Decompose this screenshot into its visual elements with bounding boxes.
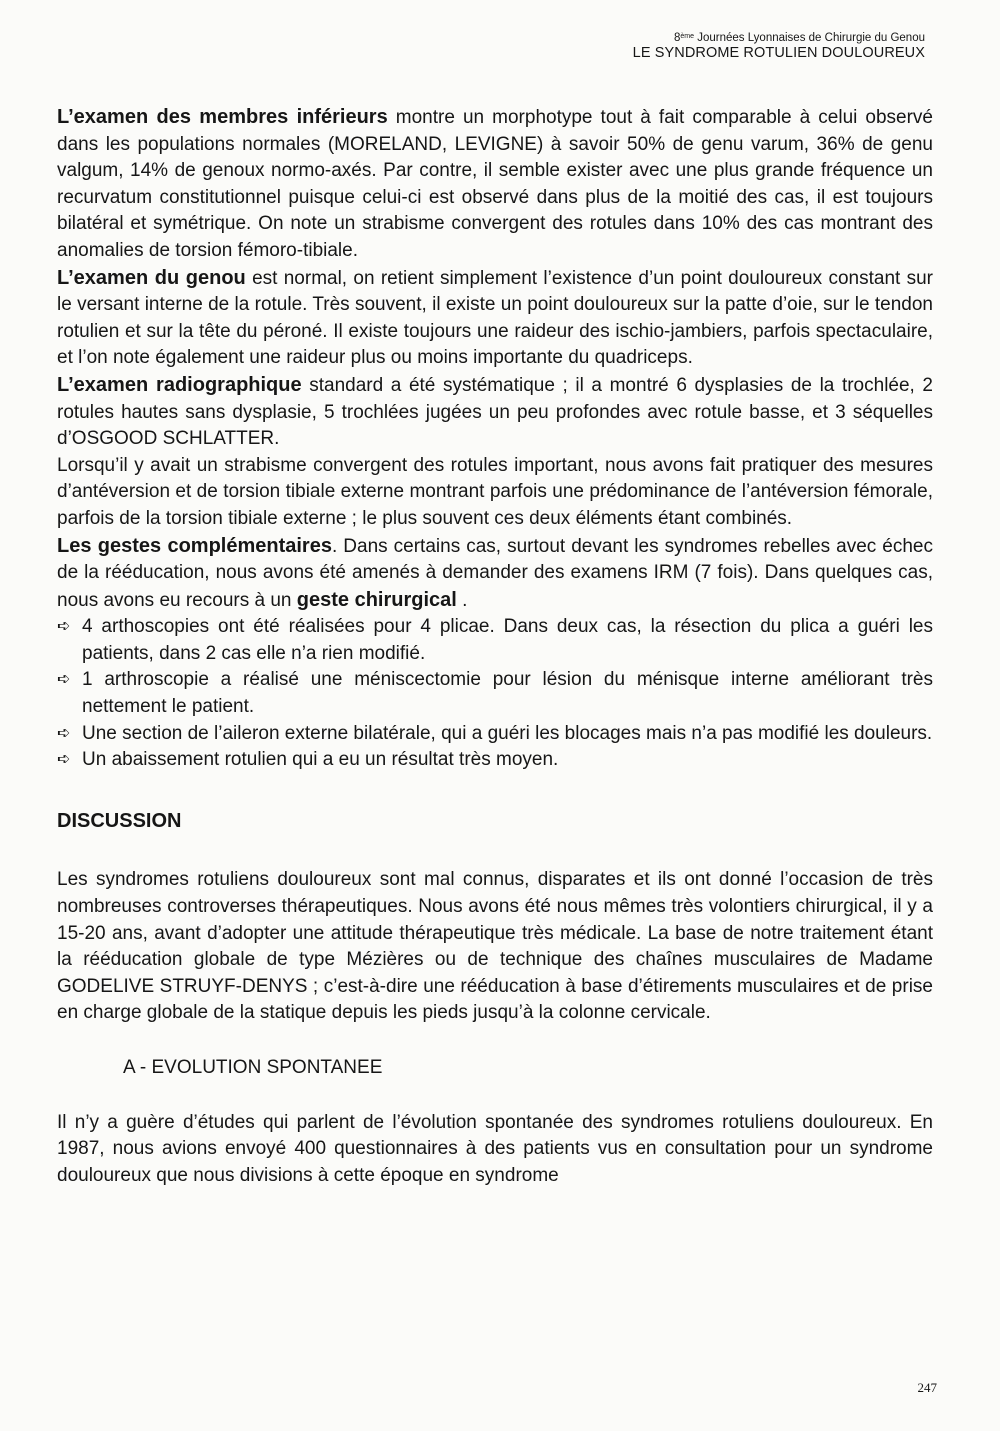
paragraph-lead: L’examen des membres inférieurs [57,106,388,128]
arrow-icon: ➪ [57,724,71,742]
list-item: ➪ 1 arthroscopie a réalisé une méniscectomie pour lésion du ménisque interne améliorant très nettement le patient. [57,667,933,720]
paragraph-genou: L’examen du genou est normal, on retient simplement l’existence d’un point douloureux constant sur le versant interne de la rotule. Très souvent, il existe un point douloureux sur la patte d’oie, sur le tendon rotulien et sur la tête du péroné. Il existe toujours une raideur des ischio-jambiers, parfois spectaculaire, et l’on note également une raideur plus ou moins importante du quadriceps. [57,266,934,369]
page-number: 247 [917,1380,937,1395]
list-item: ➪ Un abaissement rotulien qui a eu un résultat très moyen. [57,747,933,774]
paragraph-discussion: Les syndromes rotuliens douloureux sont mal connus, disparates et ils ont donné l’occasion de très nombreuses controverses thérapeutiques. Nous avons été nous mêmes très volontiers chirurgical, il y a 15-20 ans, avant d’adopter une attitude thérapeutique très médicale. La base de notre traitement étant la rééducation globale de type Mézières ou de technique des chaînes musculaires de Madame GODELIVE STRUYF-DENYS ; c’est-à-dire une rééducation à base d’étirements musculaires et de prise en charge globale de la statique depuis les pieds jusqu’à la colonne cervicale. [57,869,933,1024]
list-item: ➪ Une section de l’aileron externe bilatérale, qui a guéri les blocages mais n’a pas modifié les douleurs. [57,721,933,748]
arrow-icon: ➪ [57,671,71,689]
arrow-icon: ➪ [57,751,71,769]
paragraph-membres: L’examen des membres inférieurs montre un morphotype tout à fait comparable à celui observé dans les populations normales (MORELAND, LEVIGNE) à savoir 50% de genu varum, 36% de genu valgum, 14% de genoux normo-axés. Par contre, il semble exister avec une plus grande fréquence un recurvatum constitutionnel puisque celui-ci est observé dans plus de la moitié des cas, il est toujours bilatéral et symétrique. On note un strabisme convergent des rotules dans 10% des cas montrant des anomalies de torsion fémoro-tibiale. [57,106,934,261]
running-header [633,32,925,62]
paragraph-evolution: Il n’y a guère d’études qui parlent de l’évolution spontanée des syndromes rotuliens douloureux. En 1987, nous avions envoyé 400 questionnaires à des patients vus en consultation pour un syndrome douloureux que nous divisions à cette époque en syndrome [57,1111,933,1186]
paragraph-radiographique: L’examen radiographique standard a été systématique ; il a montré 6 dysplasies de la trochlée, 2 rotules hautes sans dysplasie, 5 trochlées jugées un peu profondes avec rotule basse, et 3 séquelles d’OSGOOD SCHLATTER. [57,373,933,450]
subsection-heading-evolution: A - EVOLUTION SPONTANEE [123,1057,383,1078]
list-item: ➪ 4 arthoscopies ont été réalisées pour 4 plicae. Dans deux cas, la résection du plica a guéri les patients, dans 2 cas elle n’a rien modifié. [57,614,933,667]
paragraph-lead: L’examen radiographique [57,373,302,396]
arrow-icon: ➪ [57,618,71,636]
section-heading-discussion: DISCUSSION [57,809,182,832]
conference-title: 8ème Journées Lyonnaises de Chirurgie du Genou [673,32,925,44]
paragraph-lead: L’examen du genou [57,266,246,289]
paragraph-gestes: Les gestes complémentaires. Dans certains cas, surtout devant les syndromes rebelles avec échec de la rééducation, nous avons été amenés à demander des examens IRM (7 fois). Dans quelques cas, nous avons eu recours à un geste chirurgical . [57,534,933,611]
bold-term: geste chirurgical [296,588,457,611]
chapter-title: LE SYNDROME ROTULIEN DOULOUREUX [632,45,925,62]
paragraph-lead: Les gestes complémentaires [57,534,332,557]
main-text [57,104,933,1189]
paragraph-strabisme: Lorsqu’il y avait un strabisme convergent des rotules important, nous avons fait pratiquer des mesures d’antéversion et de torsion tibiale externe montrant parfois une prédominance de l’antéversion fémorale, parfois de la torsion tibiale externe ; le plus souvent ces deux éléments étant combinés. [57,454,933,529]
